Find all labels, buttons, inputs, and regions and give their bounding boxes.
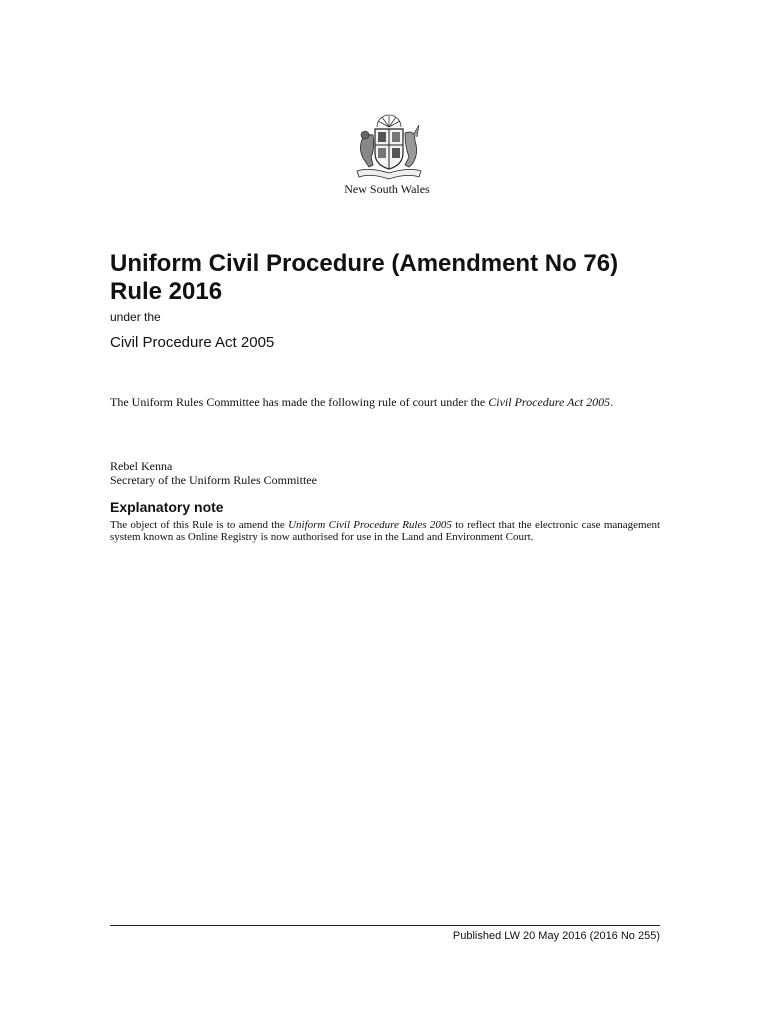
footer-divider (110, 925, 660, 926)
explanatory-note-intro: The object of this Rule is to amend the (110, 519, 289, 531)
under-the-label: under the (110, 310, 161, 324)
making-statement-end: . (610, 395, 614, 409)
coat-of-arms-icon (349, 113, 429, 181)
enabling-act-name: Civil Procedure Act 2005 (110, 334, 275, 351)
rule-title: Uniform Civil Procedure (Amendment No 76) Rule 2016 (110, 250, 619, 305)
publication-footer: Published LW 20 May 2016 (2016 No 255) (452, 930, 660, 942)
rules-reference: Uniform Civil Procedure Rules 2005 (288, 519, 452, 531)
explanatory-note-text (110, 519, 660, 543)
making-statement-text: The Uniform Rules Committee has made the following rule of court under the (110, 395, 489, 409)
signatory-name: Rebel Kenna (110, 459, 173, 473)
jurisdiction-label: New South Wales (344, 182, 430, 196)
signatory-position: Secretary of the Uniform Rules Committee (110, 473, 317, 487)
signatory-block (110, 459, 317, 487)
explanatory-note-heading: Explanatory note (110, 499, 224, 515)
explanatory-note-body: to reflect that the electronic case management system known as Online Registry is now authorised for use in the Land and Environment Court. (110, 519, 661, 543)
making-statement (110, 395, 660, 409)
act-reference: Civil Procedure Act 2005 (488, 395, 611, 409)
